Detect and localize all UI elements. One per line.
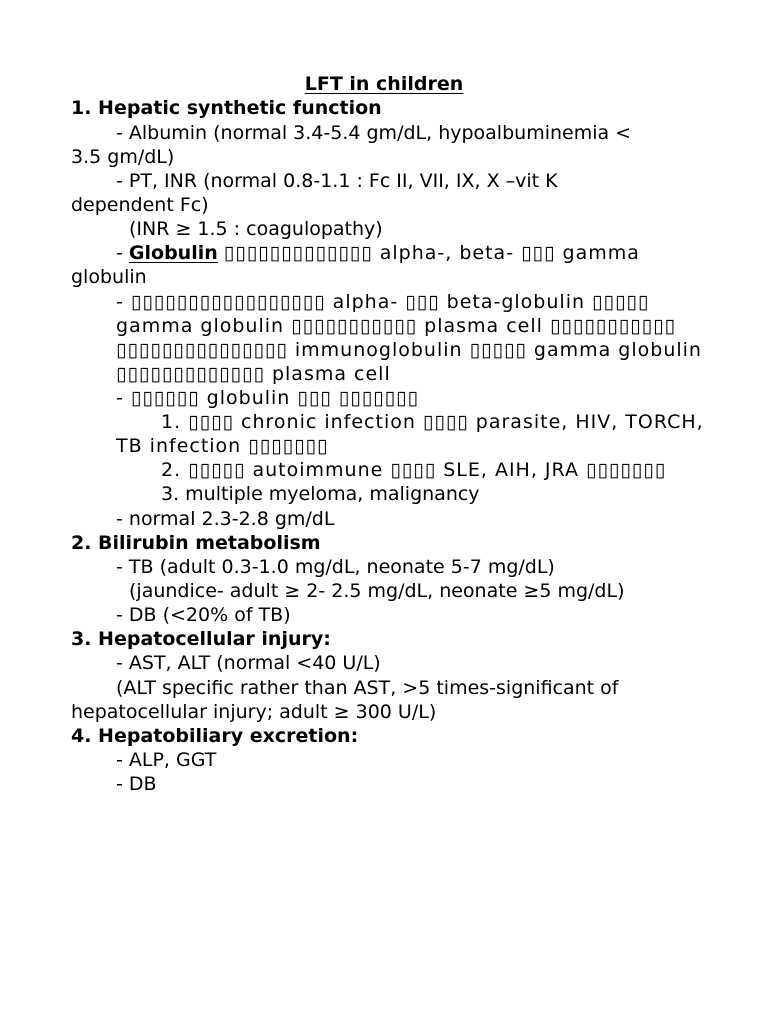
synthesis-line-2: gamma globulin ▯▯▯▯▯▯▯▯▯▯▯ plasma cell ▯▯▯▯▯▯▯▯▯▯▯ [116, 315, 676, 337]
pt-inr-line-cont: dependent Fc) [71, 194, 209, 216]
globulin-rest: ▯▯▯▯▯▯▯▯▯▯▯▯▯ alpha-, beta- ▯▯▯ gamma [223, 242, 640, 264]
globulin-line [116, 241, 640, 265]
alt-note: (ALT specific rather than AST, >5 times-significant of [116, 677, 619, 699]
inr-note: (INR ≥ 1.5 : coagulopathy) [129, 218, 383, 240]
cause-2: 2. ▯▯▯▯▯ autoimmune ▯▯▯▯ SLE, AIH, JRA ▯▯▯▯▯▯▯ [161, 459, 667, 481]
tb-line: - TB (adult 0.3-1.0 mg/dL, neonate 5-7 mg/dL) [116, 556, 555, 578]
albumin-line-cont: 3.5 gm/dL) [71, 146, 175, 168]
cause-1: 1. ▯▯▯▯ chronic infection ▯▯▯▯ parasite, HIV, TORCH, [161, 411, 704, 433]
alp-ggt-line: - ALP, GGT [116, 749, 217, 771]
section-heading-hepatobiliary: 4. Hepatobiliary excretion: [71, 725, 359, 747]
cause-3: 3. multiple myeloma, malignancy [161, 483, 480, 505]
synthesis-line-4: ▯▯▯▯▯▯▯▯▯▯▯▯▯ plasma cell [116, 363, 391, 385]
jaundice-line: (jaundice- adult ≥ 2- 2.5 mg/dL, neonate ≥5 mg/dL) [129, 580, 625, 602]
globulin-label: Globulin [128, 242, 218, 264]
synthesis-line-3: ▯▯▯▯▯▯▯▯▯▯▯▯▯▯▯ immunoglobulin ▯▯▯▯▯ gamma globulin [116, 339, 702, 361]
globulin-line-cont: globulin [71, 266, 147, 288]
ast-alt-line: - AST, ALT (normal <40 U/L) [116, 652, 381, 674]
pt-inr-line: - PT, INR (normal 0.8-1.1 : Fc II, VII, IX, X –vit K [116, 170, 558, 192]
globulin-dash: - [116, 242, 123, 264]
high-globulin-line: - ▯▯▯▯▯▯ globulin ▯▯▯ ▯▯▯▯▯▯▯ [116, 387, 419, 409]
page-title: LFT in children [304, 73, 464, 95]
section-heading-hepatocellular: 3. Hepatocellular injury: [71, 628, 331, 650]
globulin-normal: - normal 2.3-2.8 gm/dL [116, 508, 335, 530]
synthesis-line-1: - ▯▯▯▯▯▯▯▯▯▯▯▯▯▯▯▯▯ alpha- ▯▯▯ beta-globulin ▯▯▯▯▯ [116, 291, 650, 313]
albumin-line: - Albumin (normal 3.4-5.4 gm/dL, hypoalbuminemia < [116, 122, 632, 144]
cause-1-cont: TB infection ▯▯▯▯▯▯▯ [116, 435, 329, 457]
section-heading-bilirubin: 2. Bilirubin metabolism [71, 532, 321, 554]
alt-note-cont: hepatocellular injury; adult ≥ 300 U/L) [71, 701, 437, 723]
section-heading-synthetic: 1. Hepatic synthetic function [71, 97, 382, 119]
db-line: - DB (<20% of TB) [116, 604, 291, 626]
db-excretion-line: - DB [116, 773, 157, 795]
